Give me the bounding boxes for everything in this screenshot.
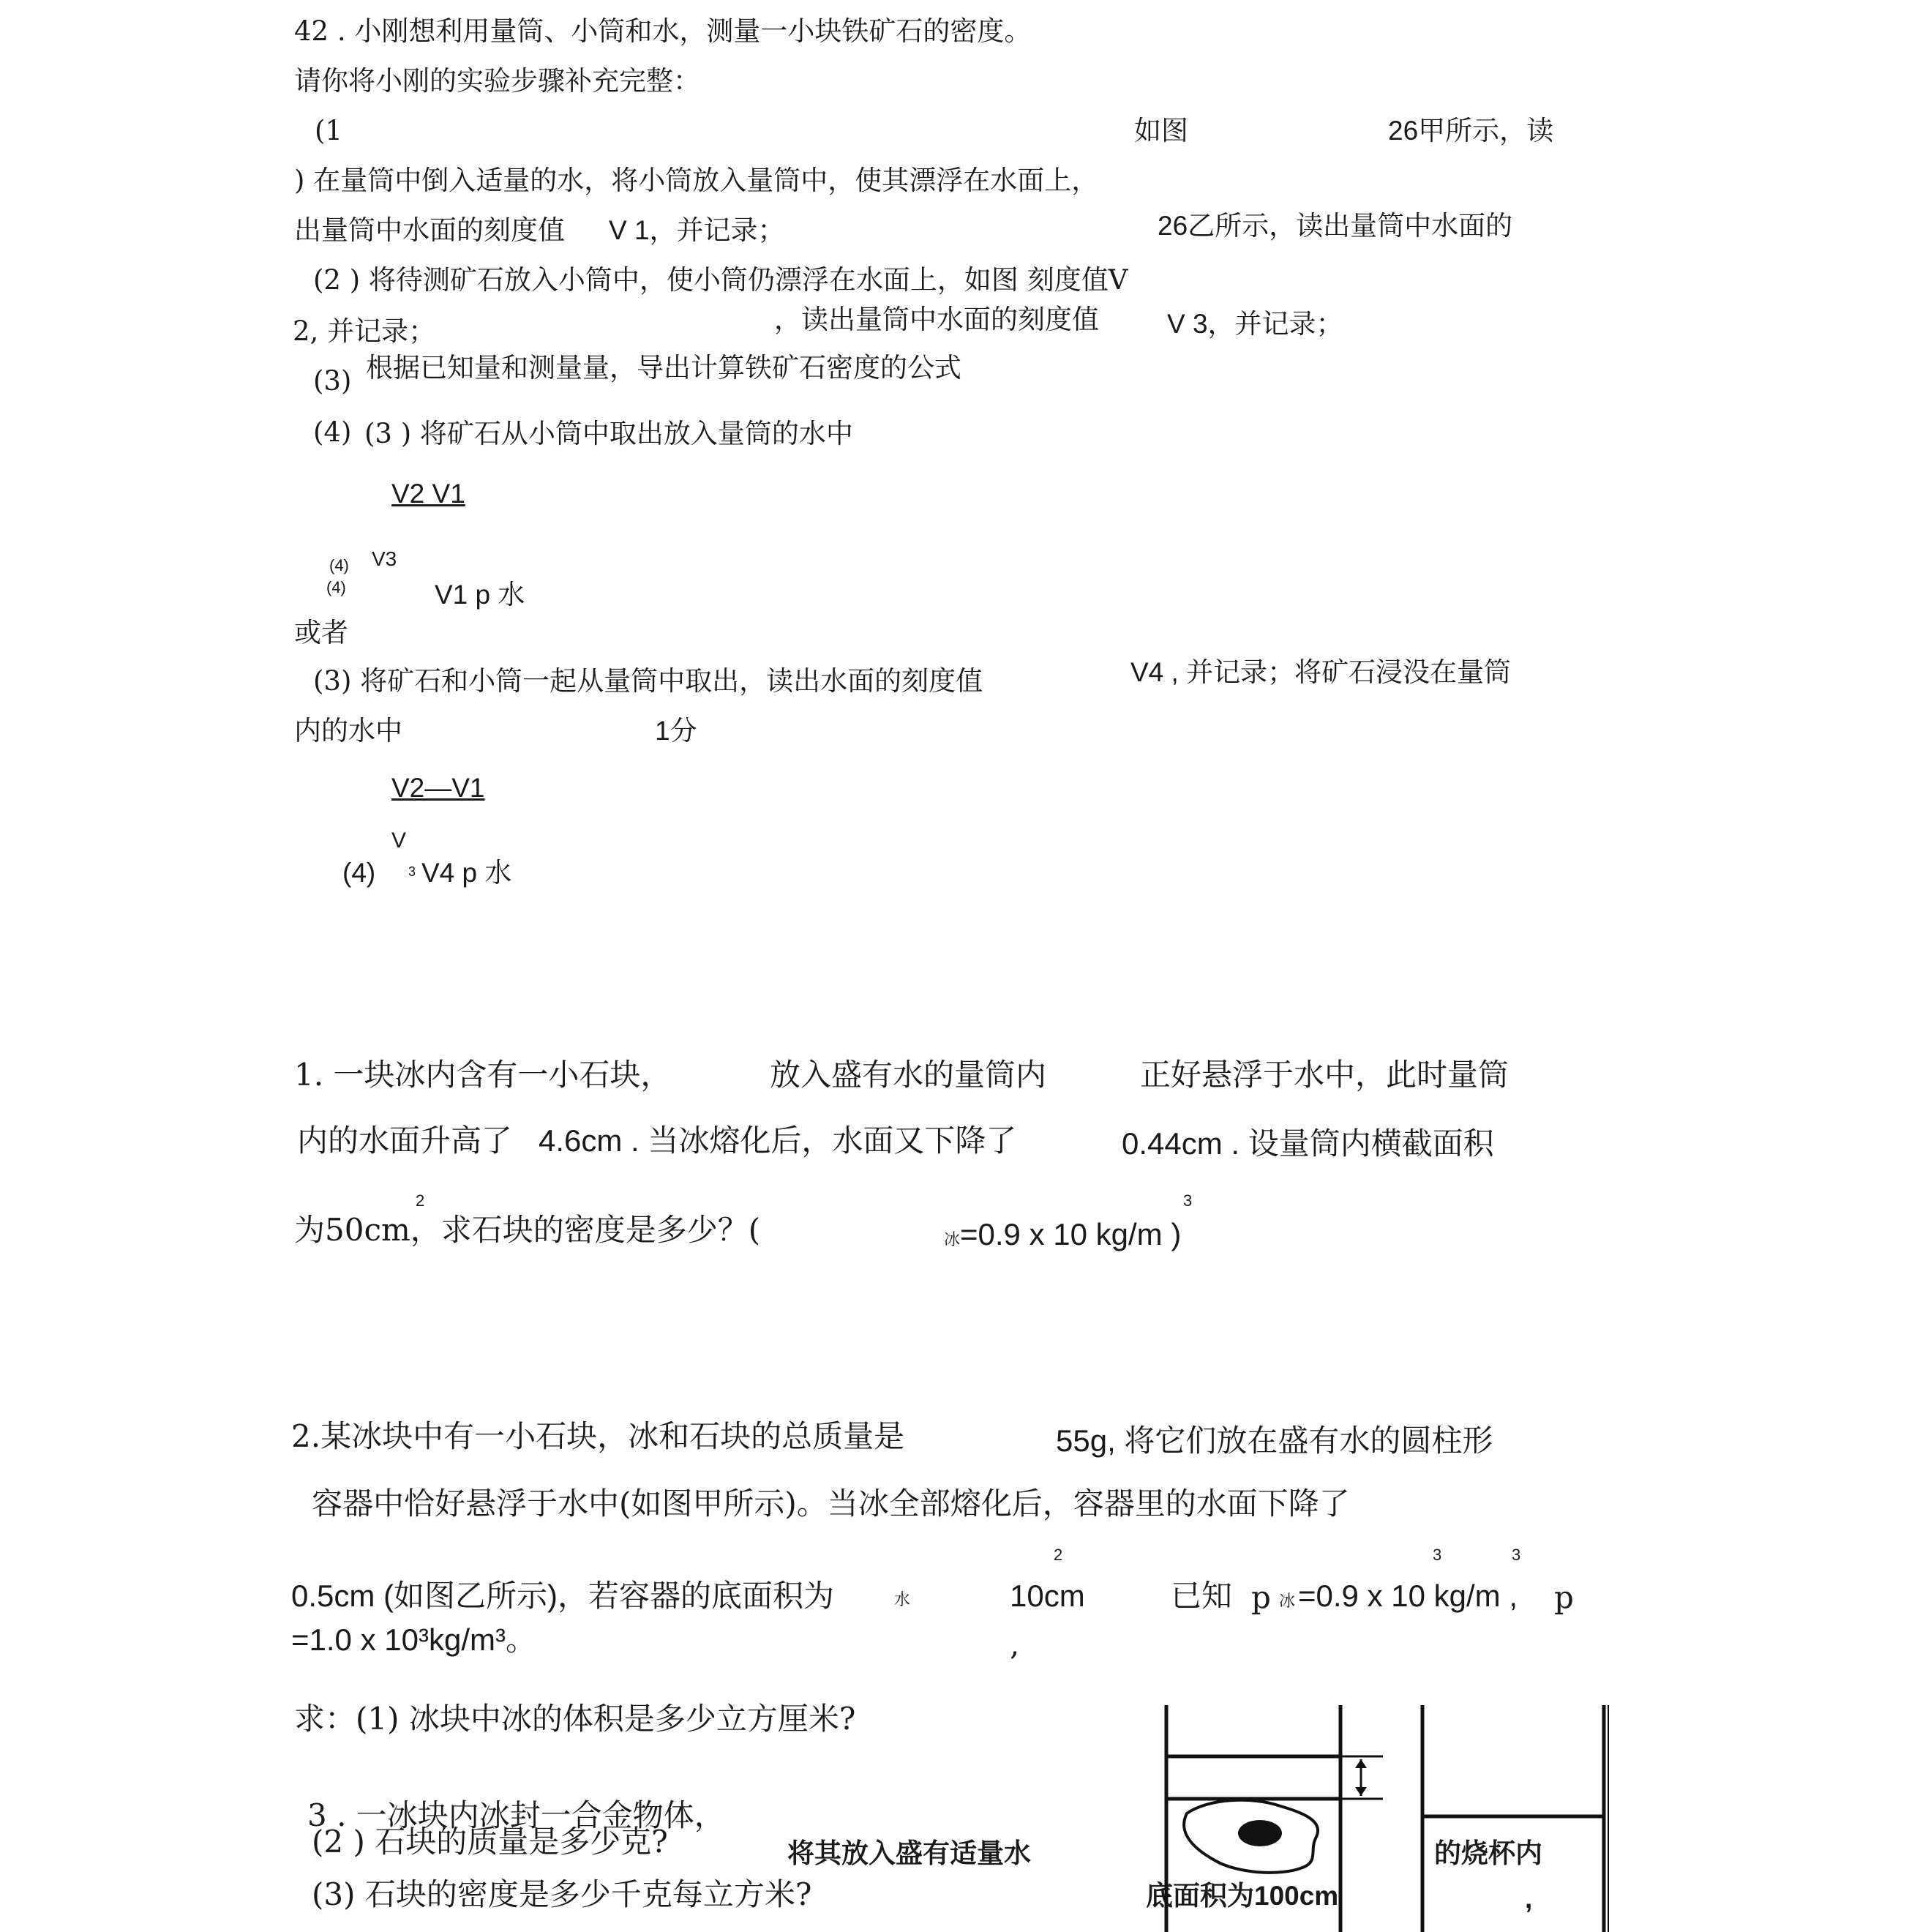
- q42-formula-2-label: (4): [342, 858, 376, 888]
- q3-line-1: 3 . 一冰块内冰封一合金物体，: [307, 1797, 725, 1833]
- q2-line-1-right: 55g, 将它们放在盛有水的圆柱形: [1056, 1423, 1493, 1458]
- q42-step4-label: (4): [313, 416, 352, 448]
- q2-area-value: 10cm: [1010, 1579, 1085, 1613]
- q42-formula-1-label-b: (4): [326, 578, 346, 596]
- q42-line-6: (2 ) 将待测矿石放入小筒中，使小筒仍漂浮在水面上，如图 刻度值V: [313, 264, 1128, 296]
- q2-line-3-left: 0.5cm (如图乙所示)，若容器的底面积为: [291, 1579, 835, 1613]
- q42-formula-2-v: V: [391, 828, 407, 853]
- q2-question-1: 求：(1) 冰块中冰的体积是多少立方厘米?: [294, 1701, 856, 1737]
- q2-known: 已知: [1171, 1578, 1233, 1614]
- q42-line-7-right: V 3，并记录；: [1167, 309, 1343, 339]
- q42-score: 1分: [655, 716, 697, 746]
- q42-line-10-left: (3) 将矿石和小筒一起从量筒中取出，读出水面的刻度值: [313, 665, 983, 697]
- q42-line-9: (3 ) 将矿石从小筒中取出放入量筒的水中: [364, 418, 853, 449]
- figure-container-a: [1156, 1705, 1398, 1932]
- q2-line-2: 容器中恰好悬浮于水中(如图甲所示)。当冰全部熔化后，容器里的水面下降了: [312, 1486, 1350, 1521]
- q2-superscript-3a: 3: [1433, 1546, 1442, 1564]
- q2-rho-ice: p: [1251, 1579, 1271, 1615]
- q1-line-1-mid: 放入盛有水的量筒内: [770, 1057, 1047, 1093]
- q2-superscript-3b: 3: [1512, 1546, 1521, 1564]
- q42-line-3-mid: 如图: [1134, 115, 1188, 146]
- q42-formula-1-numerator: V2 V1: [391, 479, 465, 509]
- q42-line-7-left: 2, 并记录；: [293, 315, 436, 347]
- q3-line-2-right: 的烧杯内: [1434, 1838, 1542, 1868]
- q1-line-1-right: 正好悬浮于水中，此时量筒: [1140, 1057, 1509, 1093]
- q2-subscript-ice: 冰: [1279, 1592, 1296, 1611]
- q42-line-8: 根据已知量和测量量，导出计算铁矿石密度的公式: [366, 352, 961, 383]
- q1-line-1-left: 1. 一块冰内含有一小石块，: [294, 1057, 672, 1093]
- q1-line-2-mid: 4.6cm . 当冰熔化后，水面又下降了: [539, 1123, 1017, 1158]
- q3-line-2-left: 将其放入盛有适量水: [787, 1838, 1031, 1868]
- q42-formula-2-numerator: V2—V1: [391, 773, 485, 803]
- q42-line-2: 请你将小刚的实验步骤补充完整：: [294, 65, 700, 97]
- q42-formula-1-denominator: V1 p 水: [435, 580, 525, 610]
- q42-line-7-mid: ，读出量筒中水面的刻度值: [774, 304, 1099, 335]
- q2-water-density: =1.0 x 10³kg/m³。: [291, 1622, 536, 1657]
- q2-line-1-left: 2.某冰块中有一小石块，冰和石块的总质量是: [291, 1418, 905, 1454]
- q42-line-5-left: 出量筒中水面的刻度值: [294, 214, 565, 246]
- q2-question-2: (2 ) 石块的质量是多少克?: [312, 1824, 668, 1860]
- q42-step3-label: (3): [313, 365, 352, 397]
- q2-question-3: (3) 石块的密度是多少千克每立方米?: [312, 1876, 812, 1912]
- q42-line-10-right: V4 , 并记录；将矿石浸没在量筒: [1130, 657, 1512, 687]
- q1-superscript-2: 2: [416, 1191, 425, 1210]
- q3-line-3: 底面积为100cm: [1146, 1881, 1339, 1911]
- q42-line-5-right: 26乙所示，读出量筒中水面的: [1158, 211, 1513, 241]
- q2-superscript-2: 2: [1054, 1546, 1063, 1564]
- q1-line-2-left: 内的水面升高了: [297, 1123, 513, 1158]
- q42-line-5-mid: V 1，并记录；: [609, 215, 785, 245]
- q42-line-3-right: 26甲所示，读: [1388, 116, 1554, 146]
- q1-subscript-ice: 冰: [944, 1231, 961, 1249]
- q1-line-3-left: 为50cm，求石块的密度是多少？(: [294, 1212, 761, 1248]
- q42-formula-2-sub: 3: [408, 864, 416, 879]
- q2-comma: ,: [1010, 1626, 1020, 1662]
- q1-line-2-right: 0.44cm . 设量筒内横截面积: [1122, 1126, 1494, 1161]
- q1-superscript-3: 3: [1183, 1191, 1193, 1210]
- q42-or: 或者: [294, 617, 348, 648]
- q42-formula-1-v3: V3: [372, 547, 397, 570]
- q42-formula-1-label-a: (4): [329, 556, 349, 574]
- q2-ice-density: =0.9 x 10 kg/m ,: [1298, 1579, 1518, 1613]
- q42-line-1: 42 . 小刚想利用量筒、小筒和水，测量一小块铁矿石的密度。: [294, 15, 1032, 47]
- figure-container-b: [1412, 1705, 1616, 1932]
- q2-subscript-water: 水: [894, 1591, 911, 1609]
- q42-line-11-left: 内的水中: [294, 715, 402, 746]
- q42-formula-2-denominator: V4 p 水: [421, 858, 512, 888]
- q2-rho-water: p: [1554, 1579, 1574, 1615]
- q1-line-3-right: =0.9 x 10 kg/m ): [960, 1217, 1182, 1251]
- q3-comma: ,: [1525, 1884, 1533, 1914]
- q42-step1-label: (1: [315, 115, 342, 146]
- q42-line-4: ) 在量筒中倒入适量的水，将小筒放入量筒中，使其漂浮在水面上，: [294, 165, 1099, 196]
